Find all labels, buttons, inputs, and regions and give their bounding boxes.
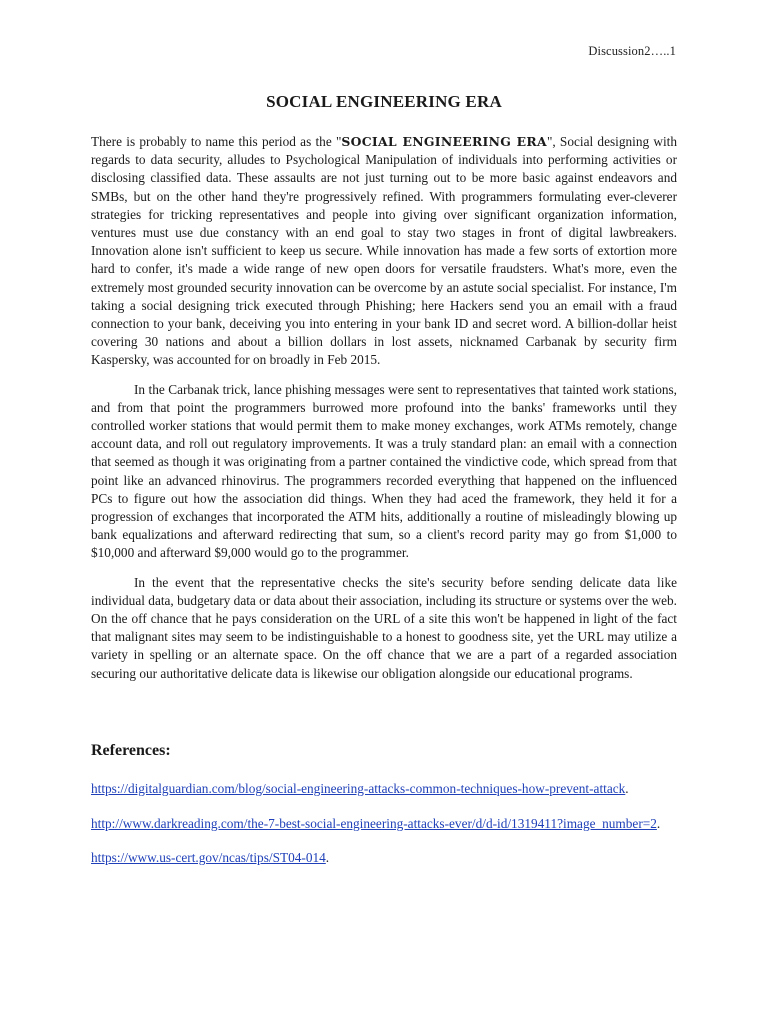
reference-suffix: . [625, 781, 629, 796]
reference-link-3[interactable]: https://www.us-cert.gov/ncas/tips/ST04-014 [91, 850, 326, 865]
reference-link-1[interactable]: https://digitalguardian.com/blog/social-engineering-attacks-common-techniques-how-prevent-attack [91, 781, 626, 796]
page-title: SOCIAL ENGINEERING ERA [266, 92, 502, 111]
running-head: Discussion2…..1 [588, 44, 676, 58]
reference-link-2[interactable]: http://www.darkreading.com/the-7-best-social-engineering-attacks-ever/d/d-id/1319411?image_number=2 [91, 815, 657, 831]
paragraph-1-intro: There is probably to name this period as the " [91, 134, 342, 149]
references-heading: References: [91, 742, 171, 759]
paragraph-2: In the Carbanak trick, lance phishing messages were sent to representatives that tainted work stations, and from that point the programmers burrowed more profound into the banks' frameworks until they controlled worker stations that would permit them to make money exchanges, work ATMs remotely, change account data, and roll out regulatory improvements. It was a truly standard plan: an email with a connection that seemed as though it was originating from a partner contained the vindictive code, which spread from that point like an advanced rhinovirus. The programmers recorded everything that happened on the influenced PCs to figure out how the association did things. When they had aced the framework, they held it for a progression of exchanges that incorporated the ATM hits, additionally a routine of misleadingly blowing up bank equalizations and afterward redirecting that sum, so a client's record parity may go from $1,000 to $10,000 and afterward $9,000 would go to the programmer. [91, 381, 677, 561]
reference-item [91, 815, 681, 834]
reference-suffix: . [656, 815, 661, 831]
reference-item [91, 849, 681, 868]
document-body [91, 133, 677, 694]
paragraph-1-rest: ", Social designing with regards to data security, alludes to Psychological Manipulation of individuals into performing activities or disclosing classified data. These assaults are not just turning out to be more basic against endeavors and SMBs, but on the other hand they're progressively refined. With programmers formulating ever-cleverer strategies for tricking representatives and people into giving over significant organization information, ventures must use due constancy with an end goal to stay two stages in front of digital lawbreakers. Innovation alone isn't sufficient to keep us secure. While innovation has made a few sorts of extortion more hard to confer, it's made a wide range of new open doors for versatile fraudsters. What's more, even the extremely most grounded security innovation can be overcome by an astute social specialist. For instance, I'm taking a social designing trick executed through Phishing; here Hackers send you an email with a fraud connection to your bank, deceiving you into entering in your bank ID and secret word. A billion-dollar heist covering 30 nations and about a billion dollars in lost assets, nicknamed Carbanak by security firm Kaspersky, was accounted for on broadly in Feb 2015. [91, 134, 678, 368]
reference-suffix: . [325, 850, 330, 865]
references-list [91, 780, 681, 884]
emphasis-text: SOCIAL ENGINEERING ERA [341, 134, 547, 149]
reference-item [91, 780, 681, 799]
paragraph-3: In the event that the representative checks the site's security before sending delicate data like individual data, budgetary data or data about their association, including its structure or systems over the web. On the off chance that he pays consideration on the URL of a site this won't be happened in light of the fact that malignant sites may seem to be indistinguishable to a honest to goodness site, yet the URL may utilize a variety in spelling or an alternate space. On the off chance that we are a part of a regarded association securing our authoritative delicate data is likewise our obligation alongside our educational programs. [91, 574, 677, 681]
paragraph-1 [91, 133, 677, 370]
